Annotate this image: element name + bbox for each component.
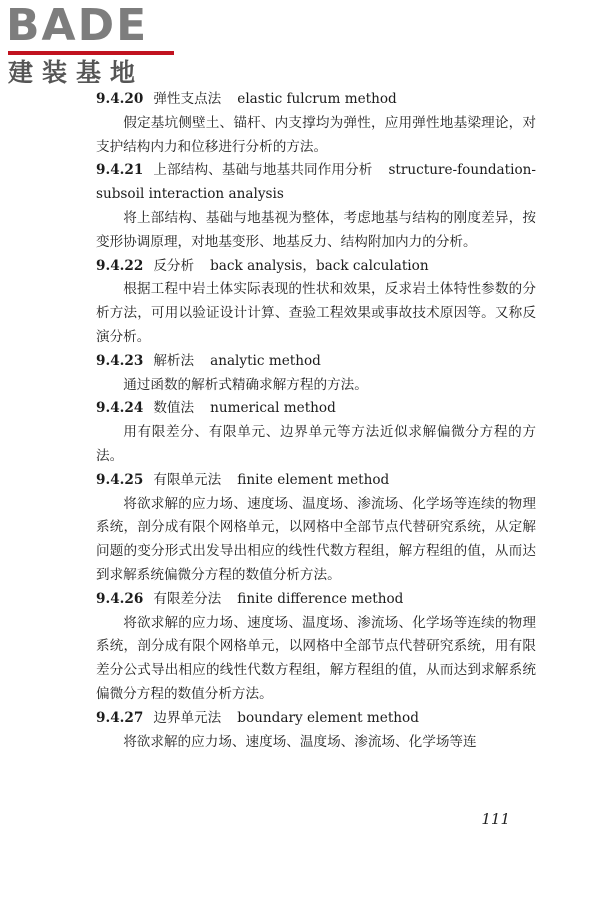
page-body xyxy=(96,88,536,754)
term-english: boundary element method xyxy=(237,709,419,726)
clause-number: 9.4.24 xyxy=(96,400,144,417)
term-chinese: 反分析 xyxy=(153,257,195,274)
term-english: finite element method xyxy=(237,471,390,488)
term-definition: 将欲求解的应力场、速度场、温度场、渗流场、化学场等连续的物理系统，剖分成有限个网格单元，以网格中全部节点代替研究系统，用有限差分公式导出相应的线性代数方程组，解方程组的值，从而达到求解系统偏微分方程的数值分析方法。 xyxy=(96,614,536,702)
term-english: analytic method xyxy=(210,352,321,369)
clause-number: 9.4.27 xyxy=(96,709,144,726)
entry-heading xyxy=(96,397,536,421)
entry-9-4-21 xyxy=(96,159,536,254)
term-english: numerical method xyxy=(210,400,336,417)
clause-number: 9.4.22 xyxy=(96,257,144,274)
term-definition: 将上部结构、基础与地基视为整体，考虑地基与结构的刚度差异，按变形协调原理，对地基变形、地基反力、结构附加内力的分析。 xyxy=(96,209,536,250)
entry-heading xyxy=(96,588,536,612)
clause-number: 9.4.25 xyxy=(96,471,144,488)
term-definition: 通过函数的解析式精确求解方程的方法。 xyxy=(123,376,368,393)
clause-number: 9.4.23 xyxy=(96,352,144,369)
term-chinese: 有限差分法 xyxy=(153,590,222,607)
logo-wordmark: BADE xyxy=(6,0,149,51)
entry-heading xyxy=(96,469,536,493)
entry-heading xyxy=(96,255,536,279)
clause-number: 9.4.21 xyxy=(96,162,144,179)
entry-9-4-22 xyxy=(96,255,536,350)
entry-9-4-26 xyxy=(96,588,536,707)
entry-heading xyxy=(96,159,536,207)
term-english: back analysis，back calculation xyxy=(210,257,429,274)
term-chinese: 解析法 xyxy=(153,352,195,369)
term-english: elastic fulcrum method xyxy=(237,91,397,107)
term-chinese: 数值法 xyxy=(153,400,195,417)
bade-logo xyxy=(6,0,176,88)
entry-heading xyxy=(96,88,536,112)
entry-9-4-23 xyxy=(96,350,536,398)
term-definition: 将欲求解的应力场、速度场、温度场、渗流场、化学场等连续的物理系统，剖分成有限个网格单元，以网格中全部节点代替研究系统，从定解问题的变分形式出发导出相应的线性代数方程组，解方程组的值，从而达到求解系统偏微分方程的数值分析方法。 xyxy=(96,495,536,583)
entry-9-4-27 xyxy=(96,707,536,755)
term-english: structure-foundation-subsoil interaction analysis xyxy=(96,162,536,203)
entry-9-4-20 xyxy=(96,88,536,159)
entry-heading xyxy=(96,707,536,731)
page-number: 111 xyxy=(481,810,510,828)
term-chinese: 上部结构、基础与地基共同作用分析 xyxy=(153,162,373,179)
term-chinese: 有限单元法 xyxy=(153,471,222,488)
entry-9-4-25 xyxy=(96,469,536,588)
clause-number: 9.4.20 xyxy=(96,91,144,107)
term-english: finite difference method xyxy=(237,590,404,607)
term-chinese: 边界单元法 xyxy=(153,709,222,726)
term-definition: 将欲求解的应力场、速度场、温度场、渗流场、化学场等连 xyxy=(123,733,477,750)
logo-divider xyxy=(8,51,174,55)
term-chinese: 弹性支点法 xyxy=(153,91,222,107)
term-definition: 根据工程中岩土体实际表现的性状和效果，反求岩土体特性参数的分析方法，可用以验证设计计算、查验工程效果或事故技术原因等。又称反演分析。 xyxy=(96,281,536,345)
clause-number: 9.4.26 xyxy=(96,590,144,607)
term-definition: 用有限差分、有限单元、边界单元等方法近似求解偏微分方程的方法。 xyxy=(96,424,536,464)
entry-9-4-24 xyxy=(96,397,536,468)
term-definition: 假定基坑侧壁土、锚杆、内支撑均为弹性，应用弹性地基梁理论，对支护结构内力和位移进行分析的方法。 xyxy=(96,114,536,155)
logo-chinese-name: 建装基地 xyxy=(8,58,145,87)
entry-heading xyxy=(96,350,536,374)
